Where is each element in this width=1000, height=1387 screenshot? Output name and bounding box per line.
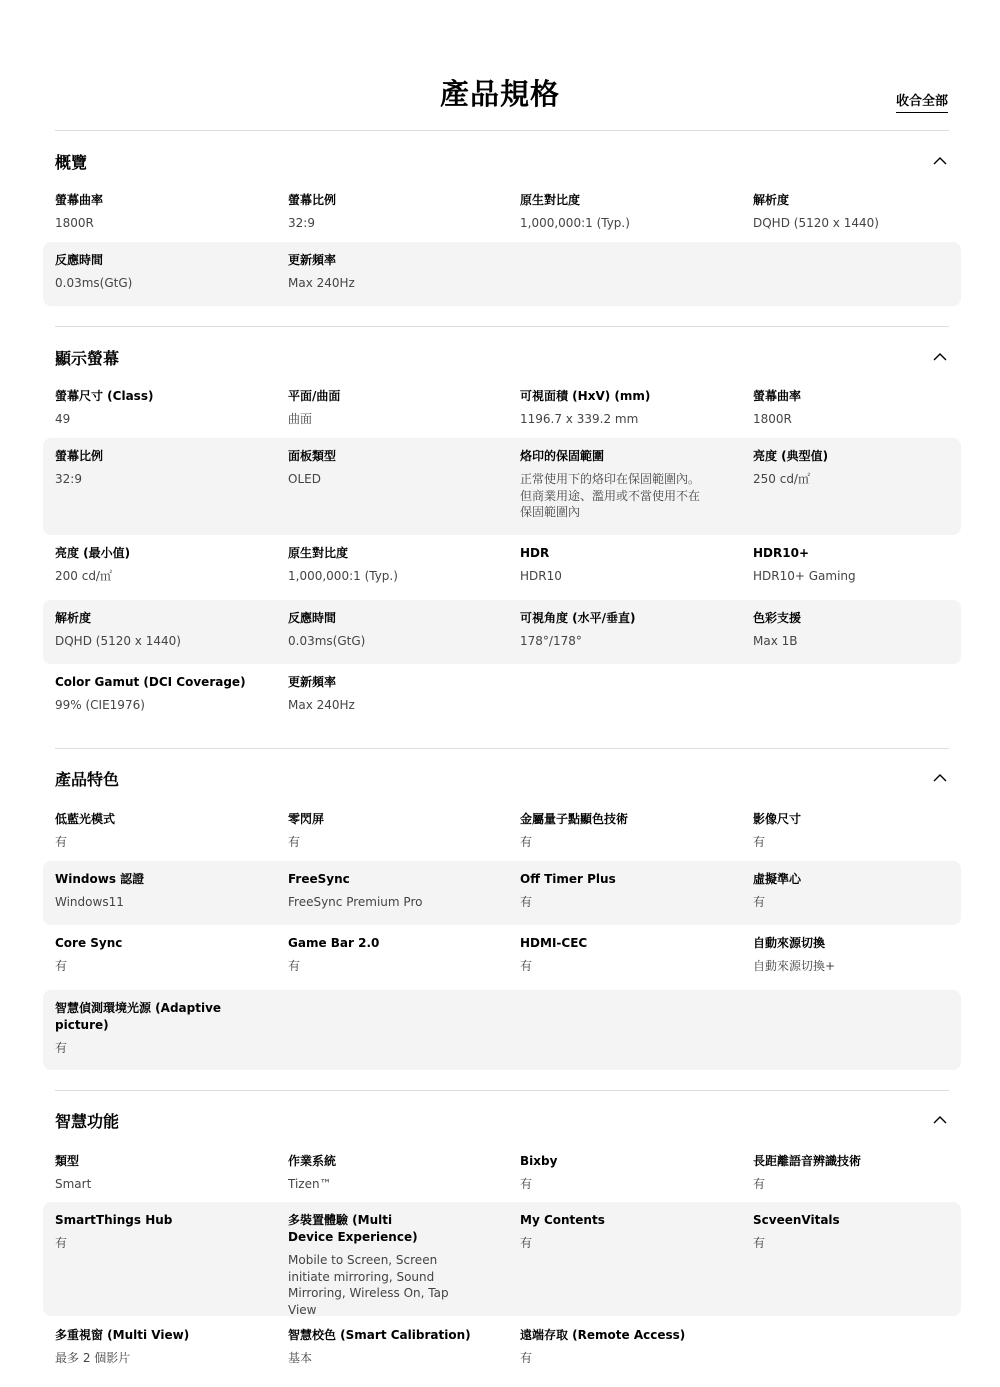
- spec-label: 影像尺寸: [753, 812, 802, 826]
- spec-value: 1,000,000:1 (Typ.): [288, 569, 398, 583]
- spec-row: [43, 990, 961, 1070]
- spec-label: 解析度: [55, 611, 92, 625]
- spec-item: [753, 545, 968, 585]
- spec-item: [520, 610, 735, 650]
- spec-value: OLED: [288, 472, 321, 486]
- spec-label: 亮度 (最小值): [55, 546, 131, 560]
- spec-item: [288, 252, 503, 292]
- spec-value: Tizen™: [288, 1177, 332, 1191]
- spec-value: 有: [288, 959, 301, 973]
- spec-row: [43, 182, 961, 246]
- spec-value: HDR10: [520, 569, 562, 583]
- section-divider: [55, 1090, 949, 1091]
- spec-label: Off Timer Plus: [520, 872, 616, 886]
- spec-item: [55, 1000, 270, 1057]
- spec-label: My Contents: [520, 1213, 605, 1227]
- spec-value: DQHD (5120 x 1440): [753, 216, 879, 230]
- chevron-up-icon[interactable]: [933, 1113, 947, 1127]
- spec-label: 螢幕比例: [288, 193, 337, 207]
- spec-value: 有: [520, 895, 533, 909]
- spec-label: SmartThings Hub: [55, 1213, 173, 1227]
- spec-item: [520, 935, 735, 975]
- collapse-all-link[interactable]: 收合全部: [896, 90, 948, 113]
- spec-value: Max 240Hz: [288, 698, 355, 712]
- spec-value: 1,000,000:1 (Typ.): [520, 216, 630, 230]
- spec-label: 色彩支援: [753, 611, 802, 625]
- spec-row: [43, 535, 961, 599]
- spec-value: 曲面: [288, 412, 313, 426]
- spec-item: [520, 1327, 735, 1367]
- spec-value: 有: [288, 835, 301, 849]
- spec-label: 虛擬準心: [753, 872, 802, 886]
- spec-label: 多重視窗 (Multi View): [55, 1328, 190, 1342]
- spec-value: 1196.7 x 339.2 mm: [520, 412, 639, 426]
- spec-item: [55, 1327, 270, 1367]
- spec-value: 有: [753, 1236, 766, 1250]
- spec-item: [55, 1153, 270, 1193]
- spec-item: [288, 448, 503, 488]
- spec-item: [520, 545, 735, 585]
- spec-value: Smart: [55, 1177, 92, 1191]
- spec-label: 原生對比度: [520, 193, 581, 207]
- spec-label: 多裝置體驗 (Multi Device Experience): [288, 1213, 418, 1244]
- spec-value: 1800R: [55, 216, 94, 230]
- spec-label: Bixby: [520, 1154, 558, 1168]
- spec-label: 螢幕尺寸 (Class): [55, 389, 154, 403]
- spec-item: [520, 811, 735, 851]
- spec-item: [288, 388, 503, 428]
- spec-value: 49: [55, 412, 71, 426]
- spec-value: 有: [520, 1177, 533, 1191]
- section-divider: [55, 130, 949, 131]
- spec-item: [753, 448, 968, 488]
- spec-value: 有: [520, 959, 533, 973]
- spec-label: Windows 認證: [55, 872, 145, 886]
- spec-item: [55, 192, 270, 232]
- section-divider: [55, 748, 949, 749]
- spec-row: [43, 1317, 961, 1381]
- spec-value: Max 240Hz: [288, 276, 355, 290]
- spec-value: 0.03ms(GtG): [288, 634, 366, 648]
- spec-label: 智慧偵測環境光源 (Adaptive picture): [55, 1001, 222, 1032]
- spec-label: 可視面積 (HxV) (mm): [520, 389, 651, 403]
- spec-item: [55, 448, 270, 488]
- spec-value: 最多 2 個影片: [55, 1351, 131, 1365]
- spec-item: [55, 935, 270, 975]
- spec-label: 反應時間: [55, 253, 104, 267]
- spec-value: 有: [753, 1177, 766, 1191]
- spec-label: 面板類型: [288, 449, 337, 463]
- section-title[interactable]: 顯示螢幕: [55, 349, 120, 368]
- spec-item: [520, 388, 735, 428]
- spec-label: FreeSync: [288, 872, 350, 886]
- spec-label: ScveenVitals: [753, 1213, 840, 1227]
- spec-item: [288, 1327, 503, 1367]
- spec-row: [43, 664, 961, 728]
- spec-label: 可視角度 (水平/垂直): [520, 611, 636, 625]
- spec-item: [288, 811, 503, 851]
- spec-item: [520, 1212, 735, 1252]
- spec-value: DQHD (5120 x 1440): [55, 634, 181, 648]
- spec-value: 200 cd/㎡: [55, 569, 112, 583]
- spec-label: 原生對比度: [288, 546, 349, 560]
- spec-item: [55, 610, 270, 650]
- spec-item: [753, 1153, 968, 1193]
- spec-label: 類型: [55, 1154, 80, 1168]
- spec-row: [43, 438, 961, 535]
- spec-item: [288, 871, 503, 911]
- spec-value: Windows11: [55, 895, 124, 909]
- spec-value: 1800R: [753, 412, 792, 426]
- section-title[interactable]: 概覽: [55, 153, 88, 172]
- spec-label: 螢幕曲率: [55, 193, 104, 207]
- spec-value: 有: [55, 1236, 68, 1250]
- spec-label: 作業系統: [288, 1154, 337, 1168]
- spec-item: [753, 610, 968, 650]
- spec-row: [43, 861, 961, 925]
- section-title[interactable]: 產品特色: [55, 770, 120, 789]
- spec-label: 自動來源切換: [753, 936, 826, 950]
- spec-label: Color Gamut (DCI Coverage): [55, 675, 246, 689]
- spec-item: [753, 935, 968, 975]
- spec-value: 99% (CIE1976): [55, 698, 145, 712]
- spec-value: 32:9: [288, 216, 315, 230]
- spec-row: [43, 378, 961, 442]
- spec-item: [288, 1212, 503, 1318]
- spec-row: [43, 1202, 961, 1316]
- chevron-up-icon[interactable]: [933, 771, 947, 785]
- spec-item: [520, 1153, 735, 1193]
- spec-item: [55, 252, 270, 292]
- spec-item: [288, 935, 503, 975]
- spec-value: 0.03ms(GtG): [55, 276, 133, 290]
- spec-label: Core Sync: [55, 936, 123, 950]
- spec-value: 250 cd/㎡: [753, 472, 810, 486]
- spec-item: [520, 871, 735, 911]
- section-title[interactable]: 智慧功能: [55, 1112, 120, 1131]
- spec-item: [520, 192, 735, 232]
- spec-item: [520, 448, 735, 521]
- spec-label: HDR: [520, 546, 550, 560]
- spec-item: [55, 545, 270, 585]
- spec-value: FreeSync Premium Pro: [288, 895, 423, 909]
- spec-value: 有: [753, 835, 766, 849]
- chevron-up-icon[interactable]: [933, 154, 947, 168]
- spec-label: 零閃屏: [288, 812, 325, 826]
- spec-label: 低藍光模式: [55, 812, 116, 826]
- spec-item: [288, 545, 503, 585]
- spec-row: [43, 242, 961, 306]
- spec-value: 有: [753, 895, 766, 909]
- spec-item: [753, 811, 968, 851]
- section-divider: [55, 326, 949, 327]
- spec-item: [288, 610, 503, 650]
- spec-label: 遠端存取 (Remote Access): [520, 1328, 686, 1342]
- spec-label: 烙印的保固範圍: [520, 449, 605, 463]
- spec-item: [753, 192, 968, 232]
- spec-label: 螢幕比例: [55, 449, 104, 463]
- spec-value: 自動來源切換+: [753, 959, 836, 973]
- spec-item: [55, 871, 270, 911]
- spec-label: HDMI-CEC: [520, 936, 588, 950]
- spec-value: 有: [55, 1041, 68, 1055]
- spec-value: 有: [520, 1236, 533, 1250]
- spec-item: [288, 192, 503, 232]
- spec-value: 有: [520, 835, 533, 849]
- spec-item: [753, 1212, 968, 1252]
- spec-item: [55, 388, 270, 428]
- spec-label: HDR10+: [753, 546, 809, 560]
- spec-label: 反應時間: [288, 611, 337, 625]
- spec-item: [55, 811, 270, 851]
- spec-item: [288, 1153, 503, 1193]
- spec-value: 178°/178°: [520, 634, 582, 648]
- spec-label: 亮度 (典型值): [753, 449, 829, 463]
- spec-row: [43, 1143, 961, 1207]
- spec-value: HDR10+ Gaming: [753, 569, 856, 583]
- spec-value: 有: [55, 959, 68, 973]
- spec-item: [753, 871, 968, 911]
- spec-value: 基本: [288, 1351, 313, 1365]
- spec-label: 金屬量子點顯色技術: [520, 812, 629, 826]
- spec-label: Game Bar 2.0: [288, 936, 380, 950]
- spec-label: 平面/曲面: [288, 389, 341, 403]
- spec-row: [43, 801, 961, 865]
- spec-label: 智慧校色 (Smart Calibration): [288, 1328, 471, 1342]
- chevron-up-icon[interactable]: [933, 350, 947, 364]
- spec-value: 32:9: [55, 472, 82, 486]
- spec-value: 有: [520, 1351, 533, 1365]
- spec-item: [55, 674, 270, 714]
- spec-value: 有: [55, 835, 68, 849]
- spec-label: 更新頻率: [288, 253, 337, 267]
- spec-label: 更新頻率: [288, 675, 337, 689]
- spec-item: [753, 388, 968, 428]
- spec-row: [43, 925, 961, 989]
- spec-item: [55, 1212, 270, 1252]
- spec-item: [288, 674, 503, 714]
- spec-value: Mobile to Screen, Screen initiate mirroring, Sound Mirroring, Wireless On, Tap View: [288, 1253, 449, 1317]
- spec-label: 長距離語音辨識技術: [753, 1154, 862, 1168]
- spec-row: [43, 600, 961, 664]
- spec-value: 正常使用下的烙印在保固範圍內。但商業用途、濫用或不當使用不在保固範圍內: [520, 472, 701, 519]
- spec-label: 螢幕曲率: [753, 389, 802, 403]
- page-title: 產品規格: [439, 77, 560, 111]
- spec-label: 解析度: [753, 193, 790, 207]
- spec-value: Max 1B: [753, 634, 798, 648]
